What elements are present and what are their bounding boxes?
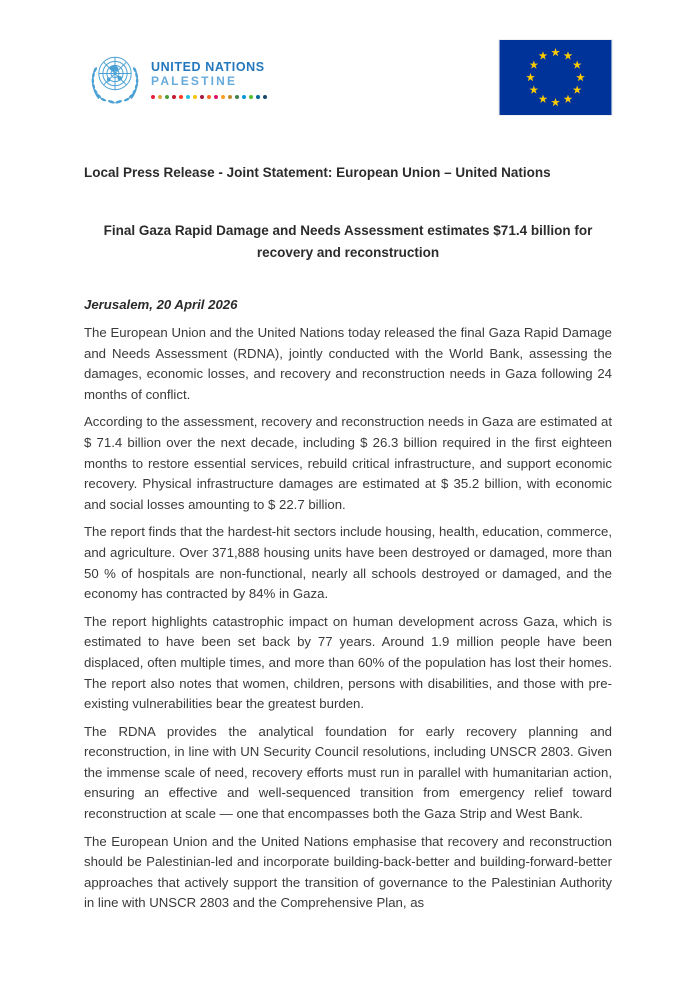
sdg-dot <box>172 95 176 99</box>
body-paragraph: The European Union and the United Nations emphasise that recovery and reconstruction should be Palestinian-led and incorporate building-back-better and building-forward-better approaches that actively support the transition of governance to the Palestinian Authority in line with UNSCR 2803 and the Comprehensive Plan, as <box>84 833 612 911</box>
un-palestine-logo <box>88 48 267 108</box>
sdg-dot <box>158 95 162 99</box>
sdg-dot <box>263 95 267 99</box>
body-paragraph: The report finds that the hardest-hit sectors include housing, health, education, commerce, and agriculture. Over 371,888 housing units have been destroyed or damaged, more than 50 % of hospitals are non-functional, nearly all schools destroyed or damaged, and the economy has contracted by 84% in Gaza. <box>84 524 612 602</box>
document-header <box>84 40 612 120</box>
un-logo-subtitle: PALESTINE <box>151 74 238 88</box>
sdg-dots <box>151 95 267 99</box>
sdg-dot <box>165 95 169 99</box>
sdg-dot <box>256 95 260 99</box>
un-logo-title: UNITED NATIONS <box>151 60 265 74</box>
sdg-dot <box>200 95 204 99</box>
document-body <box>84 295 612 914</box>
sdg-dot <box>151 95 155 99</box>
sdg-dot <box>193 95 197 99</box>
eu-flag-icon <box>499 40 612 115</box>
body-paragraph: The European Union and the United Nations today released the final Gaza Rapid Damage and Needs Assessment (RDNA), jointly conducted with the World Bank, assessing the damages, economic losses, and recovery and reconstruction needs in Gaza following 24 months of conflict. <box>84 325 612 402</box>
un-logo-text <box>151 48 267 99</box>
sdg-dot <box>235 95 239 99</box>
sdg-dot <box>228 95 232 99</box>
sdg-dot <box>179 95 183 99</box>
sdg-dot <box>242 95 246 99</box>
sdg-dot <box>214 95 218 99</box>
sdg-dot <box>186 95 190 99</box>
body-paragraph: According to the assessment, recovery and reconstruction needs in Gaza are estimated at $ 71.4 billion over the next decade, including $ 26.3 billion required in the first eighteen months to restore essential services, rebuild critical infrastructure, and support economic recovery. Physical infrastructure damages are estimated at $ 35.2 billion, with economic and social losses amounting to $ 22.7 billion. <box>84 414 612 512</box>
paragraph-list <box>84 323 612 914</box>
page-title: Final Gaza Rapid Damage and Needs Assessment estimates $71.4 billion for recovery and reconstruction <box>103 223 593 260</box>
body-paragraph: The RDNA provides the analytical foundation for early recovery planning and reconstruction, in line with UN Security Council resolutions, including UNSCR 2803. Given the immense scale of need, recovery efforts must run in parallel with humanitarian action, ensuring an effective and well-sequenced transition from emergency relief toward reconstruction at scale — one that encompasses both the Gaza Strip and West Bank. <box>84 723 612 822</box>
body-paragraph: The report highlights catastrophic impact on human development across Gaza, which is estimated to have been set back by 77 years. Around 1.9 million people have been displaced, often multiple times, and more than 60% of the population has lost their homes. The report also notes that women, children, persons with disabilities, and those with pre-existing vulnerabilities bear the greatest burden. <box>84 613 612 712</box>
dateline: Jerusalem, 20 April 2026 <box>84 297 238 312</box>
sdg-dot <box>207 95 211 99</box>
sdg-dot <box>221 95 225 99</box>
kicker-heading: Local Press Release - Joint Statement: European Union – United Nations <box>84 165 551 180</box>
un-emblem-icon <box>88 48 142 108</box>
sdg-dot <box>249 95 253 99</box>
